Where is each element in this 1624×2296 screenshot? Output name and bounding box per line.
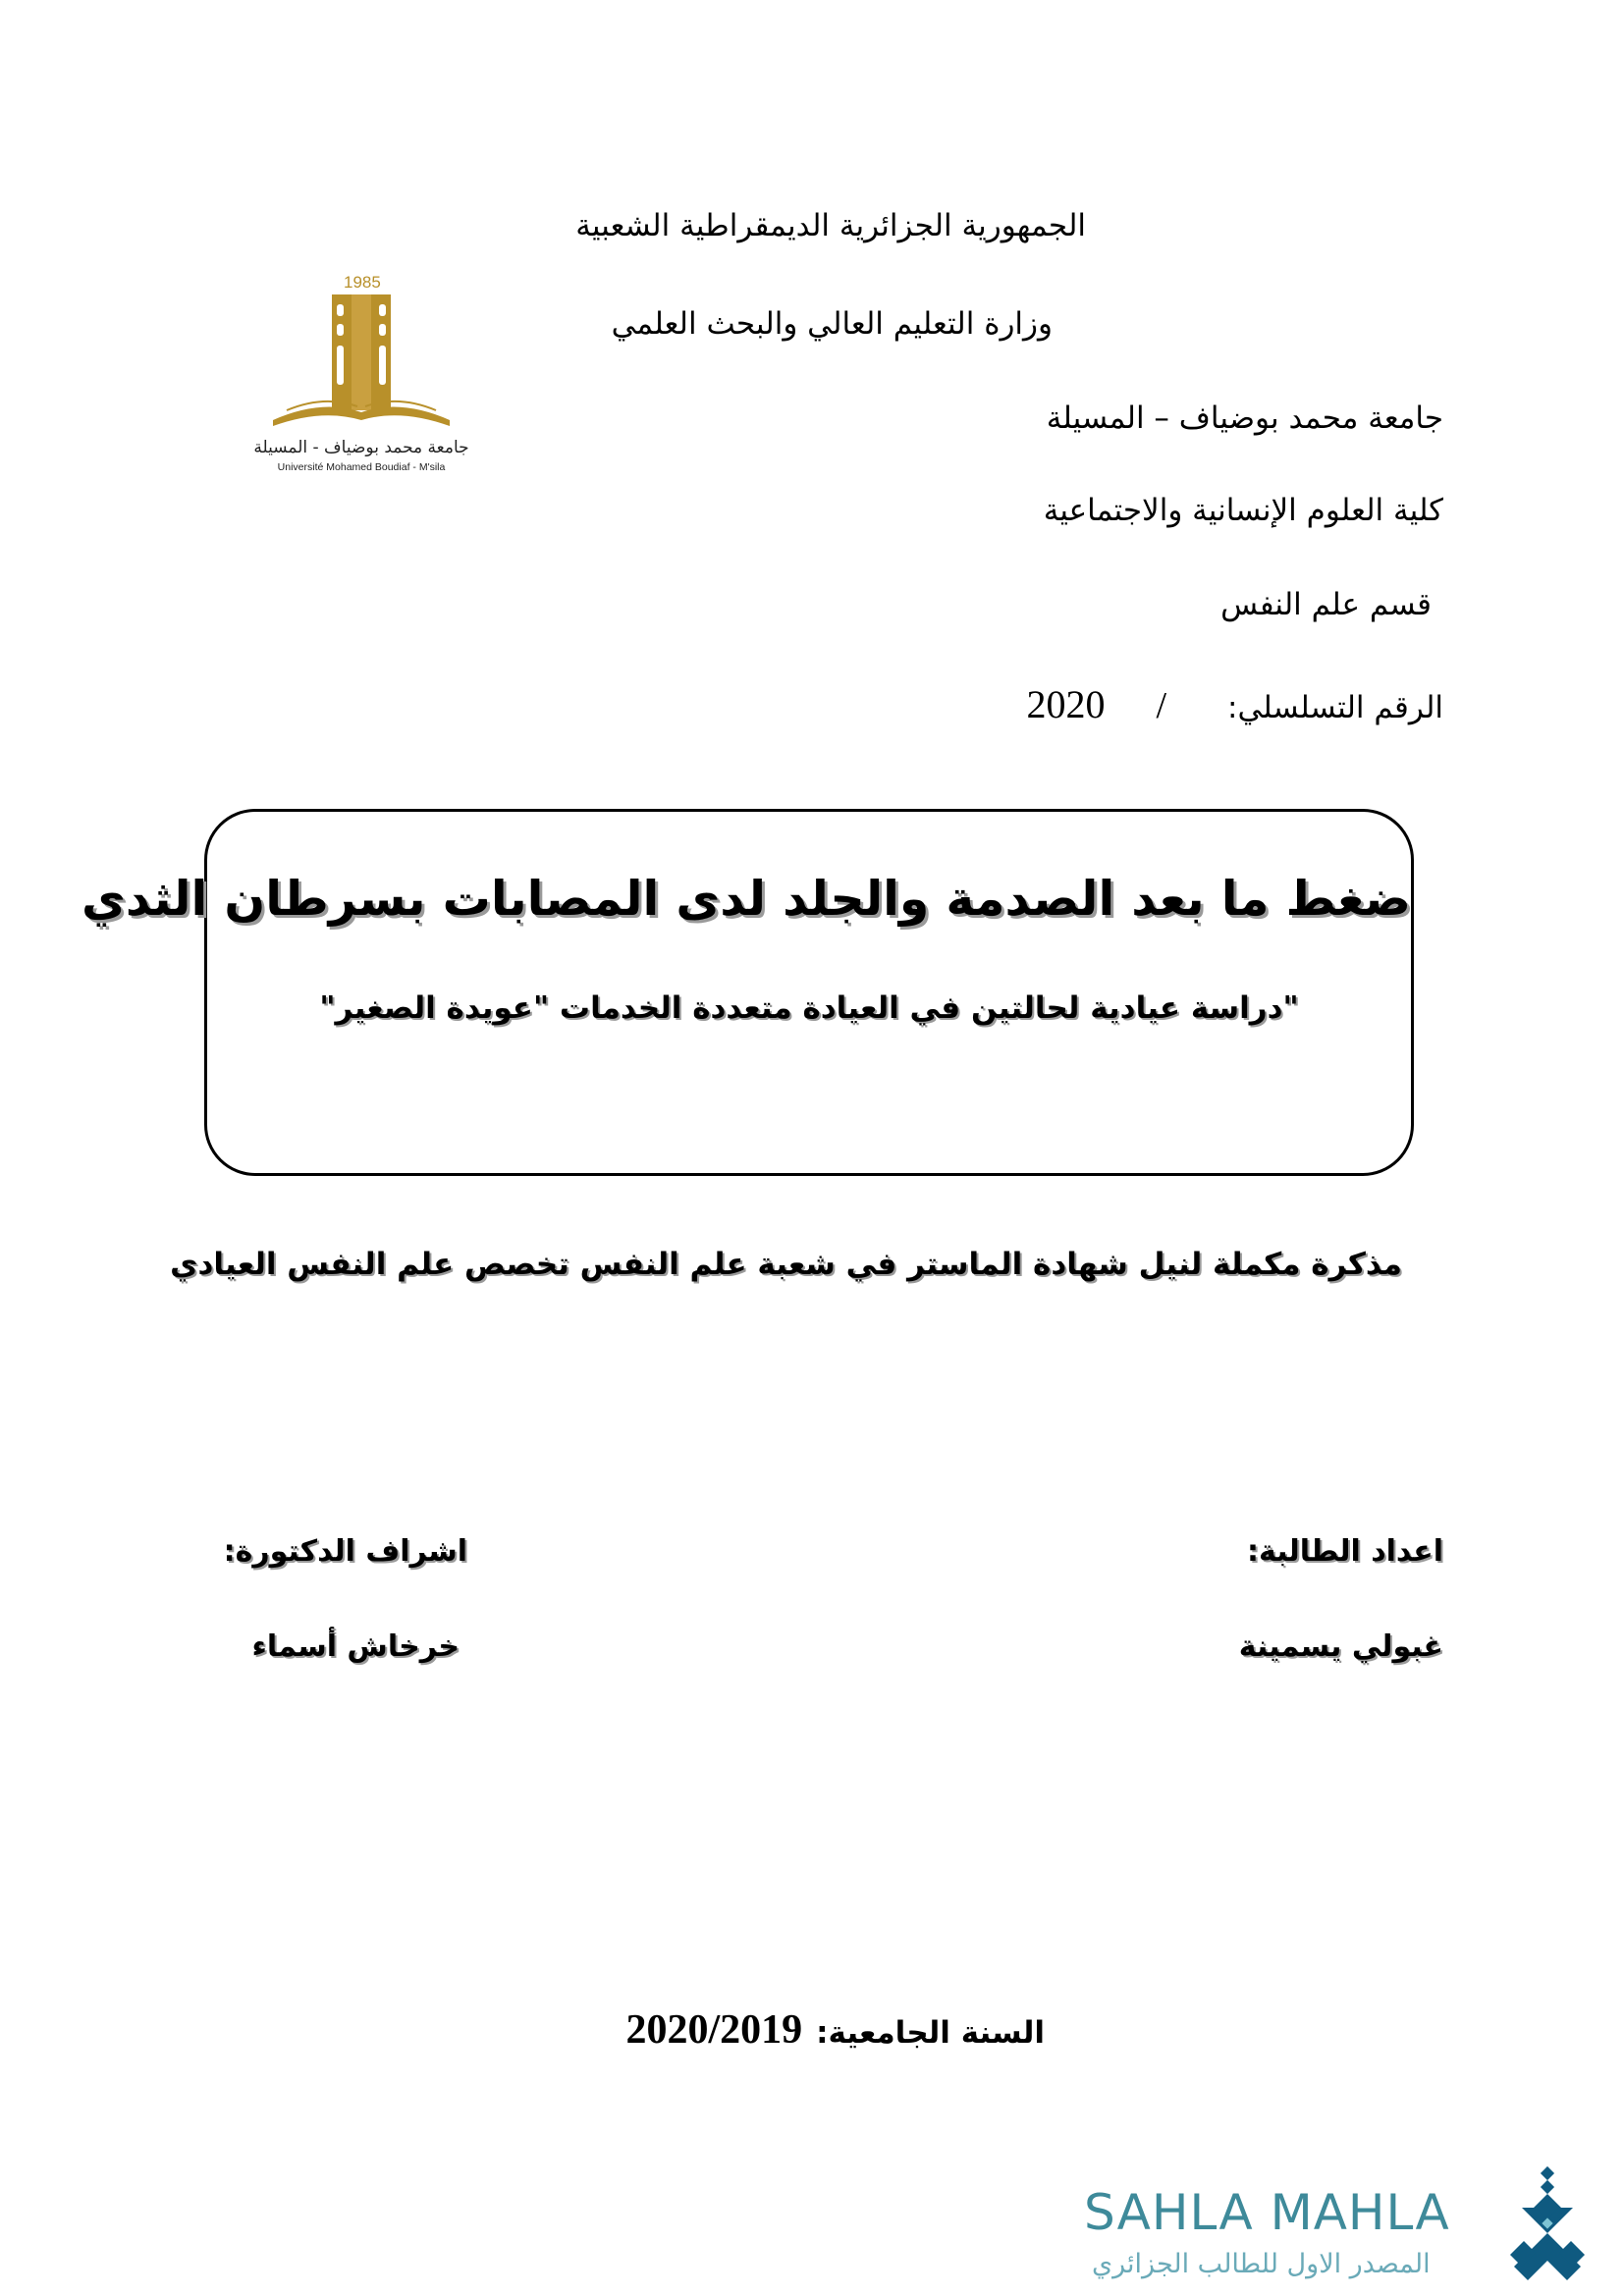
sahla-mahla-watermark: [1080, 2164, 1624, 2296]
logo-name-ar: جامعة محمد بوضياف - المسيلة: [253, 438, 469, 457]
prepared-by-label: اعداد الطالبة:: [1247, 1534, 1443, 1569]
logo-year: 1985: [344, 273, 381, 292]
thesis-title: ضغط ما بعد الصدمة والجلد لدى المصابات بسرطان الثدي: [81, 871, 1411, 927]
supervisor-name: خرخاش أسماء: [251, 1629, 460, 1664]
academic-year-label: السنة الجامعية:: [816, 2015, 1045, 2051]
thesis-subtitle: "دراسة عيادية لحالتين في العيادة متعددة الخدمات "عويدة الصغير": [319, 990, 1299, 1026]
sahla-mahla-emblem-icon: [1502, 2164, 1610, 2296]
serial-label: الرقم التسلسلي:: [1227, 690, 1443, 725]
university-heading: جامعة محمد بوضياف – المسيلة: [1046, 400, 1443, 436]
serial-slash: /: [1156, 685, 1166, 726]
supervisor-label: اشراف الدكتورة:: [223, 1534, 467, 1569]
watermark-brand: SAHLA MAHLA: [1084, 2184, 1450, 2241]
title-box: [81, 809, 1414, 1176]
ministry-heading: وزارة التعليم العالي والبحث العلمي: [611, 306, 1053, 342]
university-logo: [253, 273, 469, 479]
republic-heading: الجمهورية الجزائرية الديمقراطية الشعبية: [575, 208, 1086, 243]
academic-year: [625, 2006, 1045, 2054]
watermark-tagline: المصدر الاول للطالب الجزائري: [1092, 2249, 1431, 2279]
serial-number: [1026, 681, 1443, 727]
tower-book-icon: [253, 273, 469, 440]
degree-statement: مذكرة مكملة لنيل شهادة الماستر في شعبة علم النفس تخصص علم النفس العيادي: [170, 1247, 1402, 1282]
logo-name-fr: Université Mohamed Boudiaf - M'sila: [277, 461, 446, 473]
serial-year: 2020: [1026, 682, 1106, 726]
academic-year-value: 2020/2019: [625, 2007, 803, 2053]
faculty-heading: كلية العلوم الإنسانية والاجتماعية: [1043, 493, 1443, 528]
department-heading: قسم علم النفس: [1220, 587, 1432, 622]
student-name: غبولي يسمينة: [1238, 1629, 1443, 1664]
